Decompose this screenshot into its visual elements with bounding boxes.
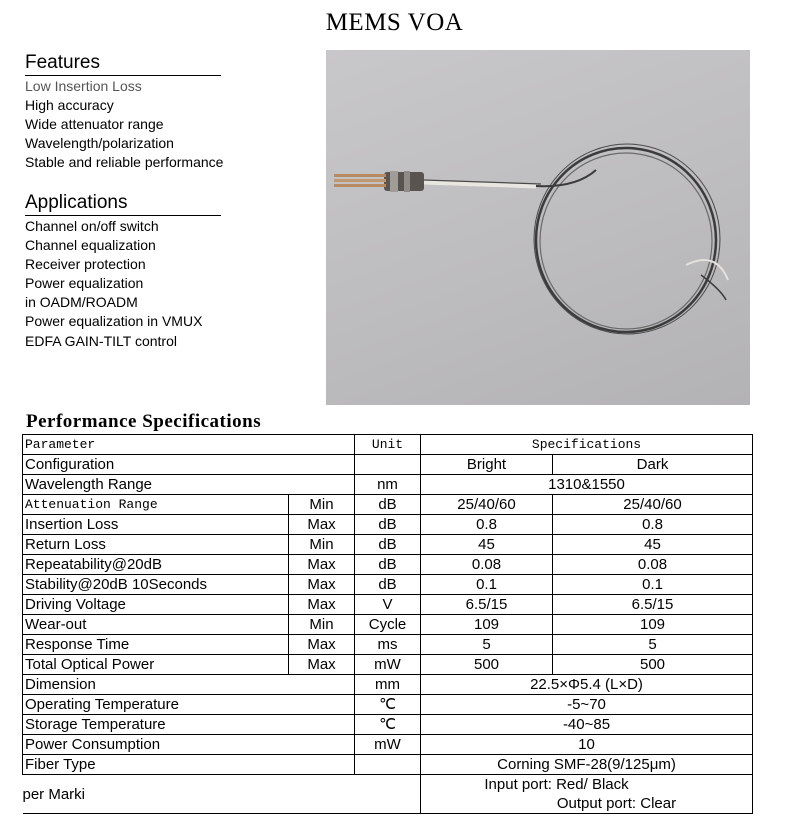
applications-list (25, 217, 202, 351)
table-row (23, 575, 753, 595)
header-unit: Unit (355, 435, 421, 455)
row-unit: ℃ (355, 715, 421, 735)
row-value: -5~70 (421, 695, 753, 715)
table-row (23, 755, 753, 775)
row-dark: 0.1 (553, 575, 753, 595)
marking-input-port: Input port: Red/ Black (484, 776, 629, 793)
table-row (23, 675, 753, 695)
row-bright: 25/40/60 (421, 495, 553, 515)
table-row (23, 635, 753, 655)
applications-item: Receiver protection (25, 256, 146, 273)
row-bright: 0.08 (421, 555, 553, 575)
row-unit: ms (355, 635, 421, 655)
features-item: Low Insertion Loss (25, 78, 142, 94)
row-label: Configuration (23, 455, 355, 475)
row-dark: 5 (553, 635, 753, 655)
header-parameter: Parameter (23, 435, 355, 455)
product-photo (326, 50, 750, 405)
table-row (23, 455, 753, 475)
table-row (23, 715, 753, 735)
row-minmax: Min (289, 535, 355, 555)
header-specifications: Specifications (421, 435, 753, 455)
features-item: Stable and reliable performance (25, 154, 224, 171)
row-value: Corning SMF-28(9/125μm) (421, 755, 753, 775)
row-label: Repeatability@20dB (23, 555, 289, 575)
row-label: Fiber Type (23, 755, 355, 775)
row-dark: 0.8 (553, 515, 753, 535)
row-bright: 6.5/15 (421, 595, 553, 615)
row-value: -40~85 (421, 715, 753, 735)
row-label: Wear-out (23, 615, 289, 635)
row-bright: 0.1 (421, 575, 553, 595)
features-item: Wide attenuator range (25, 116, 164, 133)
row-minmax: Max (289, 635, 355, 655)
table-row (23, 735, 753, 755)
applications-heading: Applications (25, 191, 221, 216)
table-row-marking (23, 775, 753, 814)
page-title: MEMS VOA (325, 9, 464, 36)
table-row (23, 615, 753, 635)
performance-specifications-title: Performance Specifications (26, 411, 262, 432)
row-bright: 45 (421, 535, 553, 555)
features-item: Wavelength/polarization (25, 135, 174, 152)
table-row (23, 695, 753, 715)
marking-ports (421, 775, 753, 814)
marking-output-port: Output port: Clear (556, 795, 677, 812)
row-minmax: Max (289, 575, 355, 595)
row-value: 10 (421, 735, 753, 755)
table-row (23, 475, 753, 495)
row-label: Response Time (23, 635, 289, 655)
row-bright: 0.8 (421, 515, 553, 535)
row-unit: mW (355, 735, 421, 755)
row-unit (355, 755, 421, 775)
row-dark: 0.08 (553, 555, 753, 575)
row-minmax: Max (289, 515, 355, 535)
row-minmax: Max (289, 555, 355, 575)
table-row (23, 555, 753, 575)
table-row (23, 535, 753, 555)
row-dark: 45 (553, 535, 753, 555)
applications-item: Power equalization in VMUX (25, 313, 203, 330)
row-label: Insertion Loss (23, 515, 289, 535)
row-unit: dB (355, 555, 421, 575)
table-row (23, 595, 753, 615)
row-unit: dB (355, 535, 421, 555)
row-label: Dimension (23, 675, 355, 695)
row-label: Return Loss (23, 535, 289, 555)
row-label: Operating Temperature (23, 695, 355, 715)
features-heading: Features (25, 51, 221, 76)
row-unit: dB (355, 575, 421, 595)
row-minmax: Min (289, 495, 355, 515)
table-row (23, 495, 753, 515)
row-bright: 109 (421, 615, 553, 635)
applications-item: in OADM/ROADM (25, 294, 138, 311)
voa-device-illustration (326, 50, 750, 405)
row-label: Attenuation Range (23, 495, 289, 515)
row-unit: Cycle (355, 615, 421, 635)
row-unit: dB (355, 495, 421, 515)
bright-header: Bright (421, 455, 553, 475)
row-unit: nm (355, 475, 421, 495)
row-unit: V (355, 595, 421, 615)
row-bright: 5 (421, 635, 553, 655)
applications-item: Channel equalization (25, 237, 156, 254)
row-dark: 109 (553, 615, 753, 635)
features-list (25, 77, 223, 172)
applications-item: EDFA GAIN-TILT control (25, 332, 177, 349)
row-minmax: Max (289, 655, 355, 675)
row-value: 1310&1550 (421, 475, 753, 495)
row-unit: ℃ (355, 695, 421, 715)
row-label: Driving Voltage (23, 595, 289, 615)
table-header-row (23, 435, 753, 455)
row-dark: 500 (553, 655, 753, 675)
row-label: Power Consumption (23, 735, 355, 755)
row-label: per Marki (23, 775, 421, 814)
dark-header: Dark (553, 455, 753, 475)
features-item: High accuracy (25, 97, 114, 114)
row-dark: 6.5/15 (553, 595, 753, 615)
row-minmax: Max (289, 595, 355, 615)
applications-item: Power equalization (25, 275, 144, 292)
spec-table (22, 434, 753, 814)
row-unit: mW (355, 655, 421, 675)
row-label: Total Optical Power (23, 655, 289, 675)
applications-item: Channel on/off switch (25, 218, 159, 234)
row-label: Storage Temperature (23, 715, 355, 735)
row-bright: 500 (421, 655, 553, 675)
row-minmax: Min (289, 615, 355, 635)
row-label: Stability@20dB 10Seconds (23, 575, 289, 595)
row-unit: dB (355, 515, 421, 535)
row-label: Wavelength Range (23, 475, 355, 495)
row-unit: mm (355, 675, 421, 695)
table-row (23, 515, 753, 535)
row-value: 22.5×Φ5.4 (L×D) (421, 675, 753, 695)
row-dark: 25/40/60 (553, 495, 753, 515)
table-row (23, 655, 753, 675)
